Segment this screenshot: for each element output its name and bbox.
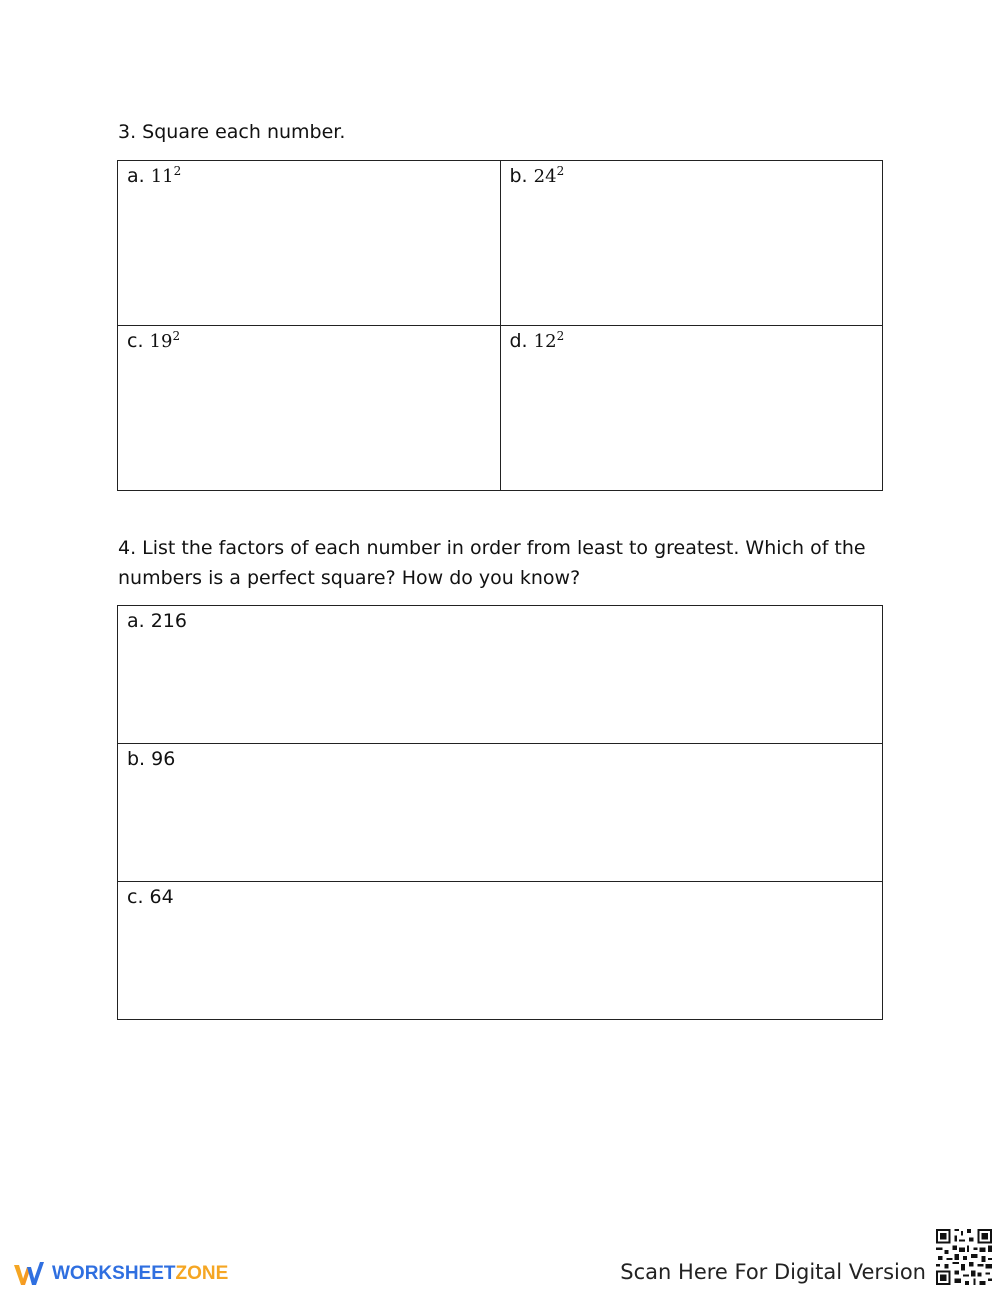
math-expression: $12^2$: [533, 329, 565, 352]
question-3-title: 3. Square each number.: [118, 121, 346, 143]
question-4-title: 4. List the factors of each number in order from least to greatest. Which of the numbers is a perfect square? How do you know?: [118, 537, 866, 589]
brand-w-icon: [12, 1259, 46, 1289]
cell-label: a.: [127, 165, 145, 187]
square-answer-grid: [117, 160, 883, 491]
answer-cell-d: [500, 326, 883, 491]
answer-row-b: [118, 744, 883, 882]
brand-name: WORKSHEETZONE: [52, 1263, 229, 1284]
worksheetzone-logo: [12, 1258, 228, 1290]
cell-label: c.: [127, 330, 144, 352]
answer-cell-c: [118, 326, 501, 491]
qr-code-icon[interactable]: [934, 1227, 994, 1287]
row-label: a. 216: [127, 610, 187, 632]
row-label: c. 64: [127, 886, 174, 908]
math-expression: $11^2$: [150, 164, 182, 187]
answer-row-c: [118, 882, 883, 1020]
scan-caption: Scan Here For Digital Version: [620, 1260, 926, 1284]
factors-answer-table: [117, 605, 883, 1020]
answer-cell-a: [118, 161, 501, 326]
answer-row-a: [118, 606, 883, 744]
cell-label: b.: [509, 165, 528, 187]
math-expression: $24^2$: [533, 164, 565, 187]
math-expression: $19^2$: [149, 329, 181, 352]
answer-cell-b: [500, 161, 883, 326]
cell-label: d.: [509, 330, 528, 352]
row-label: b. 96: [127, 748, 176, 770]
